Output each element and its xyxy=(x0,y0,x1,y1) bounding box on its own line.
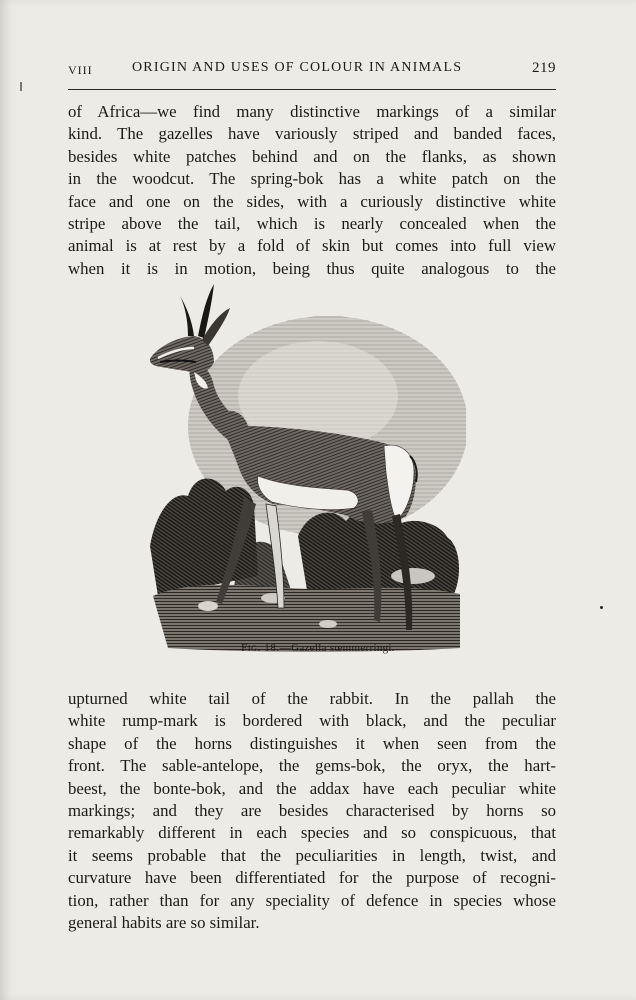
text-line: tion, rather than for any speciality of defence in species whose xyxy=(68,890,556,910)
text-line: general habits are so similar. xyxy=(68,912,260,932)
text-line: face and one on the sides, with a curiously distinctive white xyxy=(68,191,556,211)
text-line: upturned white tail of the rabbit. In the pallah the xyxy=(68,689,556,708)
running-title: ORIGIN AND USES OF COLOUR IN ANIMALS xyxy=(132,60,463,75)
text-line: front. The sable-antelope, the gems-bok, the oryx, the hart- xyxy=(68,756,556,776)
text-line: kind. The gazelles have variously striped and banded faces, xyxy=(68,124,556,144)
text-line: markings; and they are besides characterised by horns so xyxy=(68,800,556,820)
figure-label: Fig. 18. xyxy=(241,642,280,654)
text-line: when it is in motion, being thus quite analogous to the xyxy=(68,258,556,278)
paragraph-top xyxy=(68,101,556,280)
text-line: animal is at rest by a fold of skin but comes into full view xyxy=(68,236,556,256)
paragraph-bottom xyxy=(68,688,556,934)
text-line: beest, the bonte-bok, and the addax have each peculiar white xyxy=(68,778,556,798)
page-number: 219 xyxy=(532,60,556,76)
figure-caption xyxy=(0,642,636,654)
header-rule xyxy=(68,89,556,90)
chapter-number: VIII xyxy=(68,63,93,77)
text-line: it seems probable that the peculiarities in length, twist, and xyxy=(68,845,556,865)
gutter-mark xyxy=(20,82,22,91)
figure-caption-text: —Gazella sœmmerringi. xyxy=(279,642,395,654)
page-speck xyxy=(600,606,603,609)
text-line: remarkably different in each species and so conspicuous, that xyxy=(68,823,556,843)
gazelle-woodcut xyxy=(148,276,466,654)
gazelle-illustration xyxy=(148,276,466,654)
text-line: in the woodcut. The spring-bok has a white patch on the xyxy=(68,169,556,189)
text-line: curvature have been differentiated for the purpose of recogni- xyxy=(68,868,556,888)
text-line: white rump-mark is bordered with black, and the peculiar xyxy=(68,711,556,731)
text-line: stripe above the tail, which is nearly concealed when the xyxy=(68,213,556,233)
text-line: shape of the horns distinguishes it when seen from the xyxy=(68,733,556,753)
text-line: of Africa—we find many distinctive markings of a similar xyxy=(68,102,556,121)
running-header xyxy=(68,60,556,80)
text-line: besides white patches behind and on the flanks, as shown xyxy=(68,146,556,166)
